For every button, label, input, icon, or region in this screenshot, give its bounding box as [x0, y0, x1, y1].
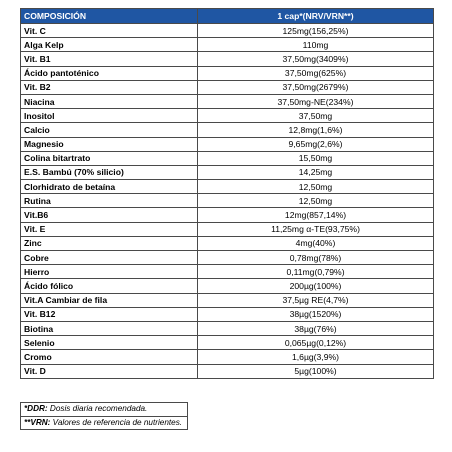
table-row	[21, 336, 434, 350]
table-row	[21, 80, 434, 94]
table-row	[21, 251, 434, 265]
footnote-text: Valores de referencia de nutrientes.	[50, 417, 183, 427]
nutrient-name: Magnesio	[21, 137, 198, 151]
nutrient-value: 37,50mg(2679%)	[198, 80, 434, 94]
nutrient-value: 9,65mg(2,6%)	[198, 137, 434, 151]
table-row	[21, 222, 434, 236]
nutrient-name: Alga Kelp	[21, 38, 198, 52]
nutrient-value: 0,78mg(78%)	[198, 251, 434, 265]
nutrient-value: 37,50mg(3409%)	[198, 52, 434, 66]
composition-table	[20, 8, 434, 379]
nutrient-name: Colina bitartrato	[21, 151, 198, 165]
nutrient-name: Cromo	[21, 350, 198, 364]
nutrient-name: Vit. E	[21, 222, 198, 236]
nutrient-value: 37,50mg(625%)	[198, 66, 434, 80]
table-row	[21, 265, 434, 279]
nutrient-value: 37,50mg	[198, 109, 434, 123]
nutrient-value: 5µg(100%)	[198, 364, 434, 378]
nutrient-name: Vit.B6	[21, 208, 198, 222]
table-row	[21, 180, 434, 194]
nutrient-value: 125mg(156,25%)	[198, 24, 434, 38]
table-row	[21, 236, 434, 250]
nutrient-value: 1,6µg(3,9%)	[198, 350, 434, 364]
nutrient-name: Vit. C	[21, 24, 198, 38]
nutrient-value: 38µg(76%)	[198, 321, 434, 335]
table-row	[21, 24, 434, 38]
footnote	[20, 402, 188, 417]
nutrient-value: 0,065µg(0,12%)	[198, 336, 434, 350]
nutrient-value: 0,11mg(0,79%)	[198, 265, 434, 279]
nutrient-value: 12,8mg(1,6%)	[198, 123, 434, 137]
nutrient-name: Ácido fólico	[21, 279, 198, 293]
footnote-text: Dosis diaria recomendada.	[47, 404, 148, 413]
table-row	[21, 123, 434, 137]
nutrient-value: 37,5µg RE(4,7%)	[198, 293, 434, 307]
nutrient-value: 12mg(857,14%)	[198, 208, 434, 222]
nutrient-name: Zinc	[21, 236, 198, 250]
table-row	[21, 94, 434, 108]
footnote	[20, 416, 188, 431]
nutrient-value: 12,50mg	[198, 180, 434, 194]
nutrient-value: 14,25mg	[198, 165, 434, 179]
nutrient-name: Rutina	[21, 194, 198, 208]
nutrient-name: Vit.A Cambiar de fila	[21, 293, 198, 307]
nutrient-value: 12,50mg	[198, 194, 434, 208]
table-row	[21, 52, 434, 66]
table-row	[21, 66, 434, 80]
nutrient-name: Inositol	[21, 109, 198, 123]
nutrient-value: 110mg	[198, 38, 434, 52]
nutrient-value: 11,25mg α-TE(93,75%)	[198, 222, 434, 236]
table-row	[21, 208, 434, 222]
header-dose: 1 cap*(NRV/VRN**)	[198, 9, 434, 24]
table-row	[21, 321, 434, 335]
header-composition: COMPOSICIÓN	[21, 9, 198, 24]
nutrient-value: 4mg(40%)	[198, 236, 434, 250]
footnote-label: *DDR:	[24, 404, 48, 413]
table-row	[21, 109, 434, 123]
nutrient-name: Hierro	[21, 265, 198, 279]
table-row	[21, 151, 434, 165]
table-row	[21, 137, 434, 151]
table-row	[21, 293, 434, 307]
nutrient-value: 37,50mg-NE(234%)	[198, 94, 434, 108]
table-row	[21, 165, 434, 179]
table-body	[21, 24, 434, 379]
table-header-row	[21, 9, 434, 24]
table-row	[21, 350, 434, 364]
nutrient-name: E.S. Bambú (70% silicio)	[21, 165, 198, 179]
table-row	[21, 194, 434, 208]
nutrient-value: 38µg(1520%)	[198, 307, 434, 321]
nutrient-name: Vit. B1	[21, 52, 198, 66]
nutrient-value: 15,50mg	[198, 151, 434, 165]
footnotes	[20, 403, 188, 430]
table-row	[21, 364, 434, 378]
nutrient-value: 200µg(100%)	[198, 279, 434, 293]
nutrient-name: Selenio	[21, 336, 198, 350]
nutrient-name: Clorhidrato de betaína	[21, 180, 198, 194]
nutrient-name: Ácido pantoténico	[21, 66, 198, 80]
table-row	[21, 307, 434, 321]
nutrient-name: Niacina	[21, 94, 198, 108]
table-row	[21, 38, 434, 52]
nutrient-name: Vit. B2	[21, 80, 198, 94]
nutrient-name: Biotina	[21, 321, 198, 335]
footnote-label: **VRN:	[24, 417, 51, 427]
nutrient-name: Vit. D	[21, 364, 198, 378]
nutrient-name: Vit. B12	[21, 307, 198, 321]
nutrient-name: Cobre	[21, 251, 198, 265]
table-row	[21, 279, 434, 293]
nutrient-name: Calcio	[21, 123, 198, 137]
